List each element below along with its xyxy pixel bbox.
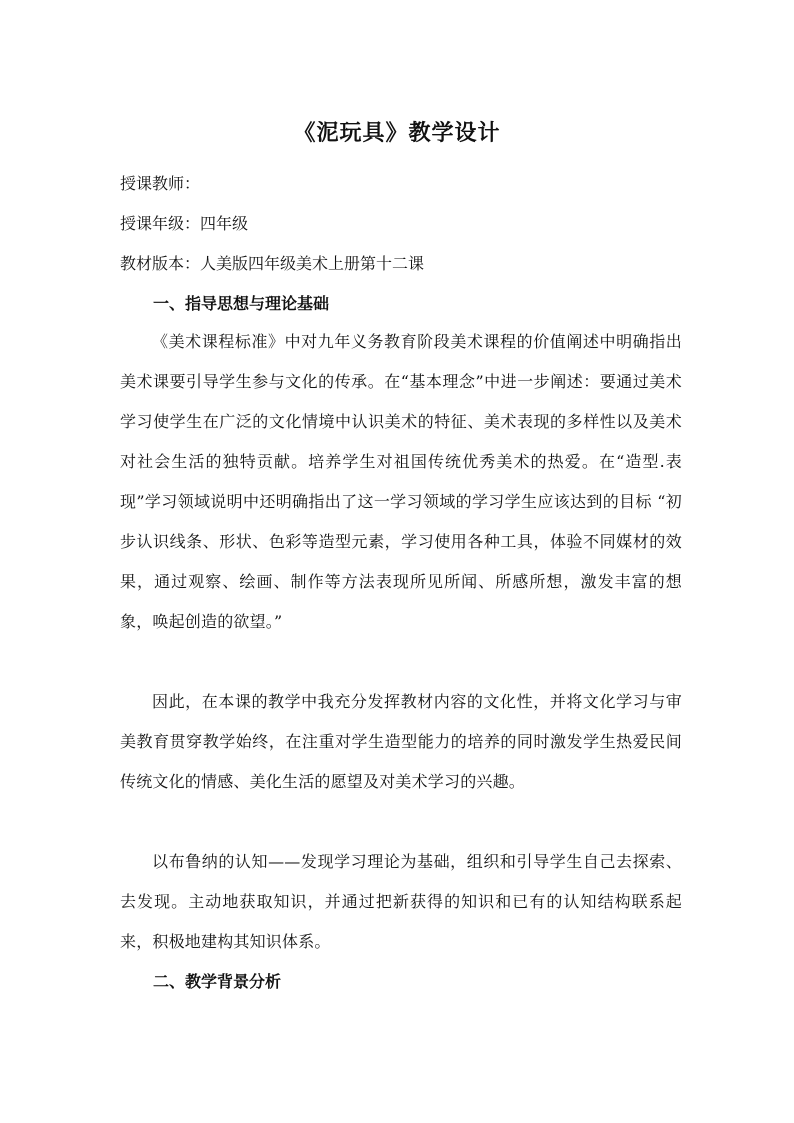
paragraph-1: 《美术课程标准》中对九年义务教育阶段美术课程的价值阐述中明确指出美术课要引导学生参与文化的传承。在“基本理念”中进一步阐述：要通过美术学习使学生在广泛的文化情境中认识美术的特征、美术表现的多样性以及美术对社会生活的独特贡献。培养学生对祖国传统优秀美术的热爱。在“造型.表现”学习领域说明中还明确指出了这一学习领域的学习学生应该达到的目标 “初步认识线条、形状、色彩等造型元素，学习使用各种工具，体验不同媒材的效果，通过观察、绘画、制作等方法表现所见所闻、所感所想，激发丰富的想象，唤起创造的欲望。” — [120, 332, 682, 631]
grade-field: 授课年级：四年级 — [120, 214, 249, 233]
section-heading-1: 一、指导思想与理论基础 — [153, 294, 330, 313]
teacher-field: 授课教师： — [120, 174, 201, 193]
page-title: 《泥玩具》教学设计 — [293, 120, 501, 146]
paragraph-2: 因此，在本课的教学中我充分发挥教材内容的文化性，并将文化学习与审美教育贯穿教学始终，在注重对学生造型能力的培养的同时激发学生热爱民间传统文化的情感、美化生活的愿望及对美术学习的兴趣。 — [120, 692, 682, 791]
paragraph-3: 以布鲁纳的认知——发现学习理论为基础，组织和引导学生自己去探索、去发现。主动地获取知识，并通过把新获得的知识和已有的认知结构联系起来，积极地建构其知识体系。 — [120, 852, 682, 951]
edition-field: 教材版本：人美版四年级美术上册第十二课 — [120, 254, 425, 273]
section-heading-2: 二、教学背景分析 — [153, 972, 282, 991]
